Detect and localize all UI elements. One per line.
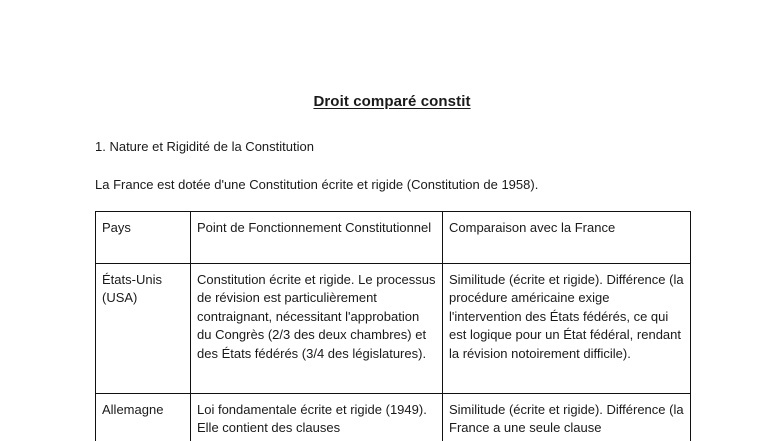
table-cell-comparison: Similitude (écrite et rigide). Différence (la procédure américaine exige l'intervention des États fédérés, ce qui est logique pour un État fédéral, rendant la révision notoirement difficile). [443, 264, 691, 394]
document-title: Droit comparé constit [313, 93, 471, 110]
table-header-row [96, 212, 691, 264]
table-cell-functioning: Loi fondamentale écrite et rigide (1949). Elle contient des clauses [191, 394, 443, 441]
comparison-table [95, 211, 691, 441]
table-cell-country: Allemagne [96, 394, 191, 441]
table-cell-comparison: Similitude (écrite et rigide). Différence (la France a une seule clause [443, 394, 691, 441]
header-cell-comparison: Comparaison avec la France [443, 212, 691, 264]
intro-paragraph: La France est dotée d'une Constitution écrite et rigide (Constitution de 1958). [95, 177, 539, 192]
table-row [96, 264, 691, 394]
header-cell-country: Pays [96, 212, 191, 264]
table-row [96, 394, 691, 441]
header-cell-functioning: Point de Fonctionnement Constitutionnel [191, 212, 443, 264]
table-cell-functioning: Constitution écrite et rigide. Le processus de révision est particulièrement contraignant, nécessitant l'approbation du Congrès (2/3 des deux chambres) et des États fédérés (3/4 des législatures). [191, 264, 443, 394]
table-cell-country: États-Unis (USA) [96, 264, 191, 394]
section-heading: 1. Nature et Rigidité de la Constitution [95, 139, 314, 154]
